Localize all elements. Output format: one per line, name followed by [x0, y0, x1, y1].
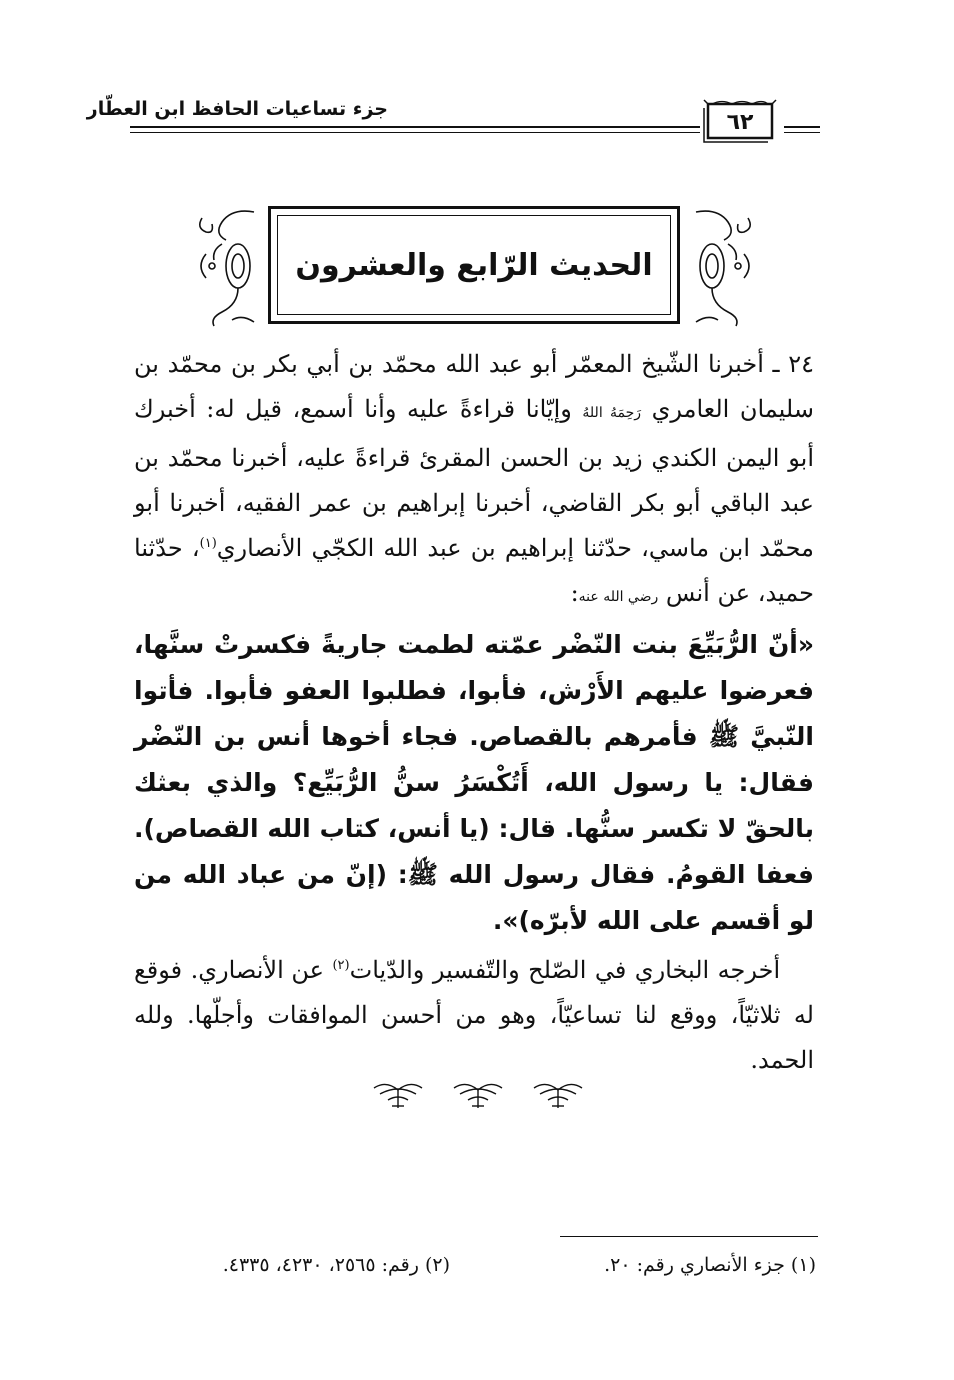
running-title: جزء تساعيات الحافظ ابن العطّار: [86, 98, 388, 120]
isnad-paragraph: [134, 342, 814, 620]
floral-ornament-left-icon: [192, 204, 262, 328]
footnote-marker-1[interactable]: (١): [199, 536, 217, 551]
salawat-1: ﷺ: [708, 722, 740, 751]
header-rule-right: [784, 126, 820, 133]
hadith-part-3: : (إنّ من عباد الله من لو أقسم على الله لأبرّه)».: [134, 860, 814, 935]
isnad-end: ، حدّثنا حميد، عن أنس: [134, 534, 814, 607]
main-text: [134, 342, 814, 1083]
honorific-text: رَحِمَهُ اللهُ: [582, 405, 642, 421]
section-title-inner: [277, 215, 671, 315]
hadith-part-1: «أنّ الرُّبَيِّعَ بنت النّضْر عمّته لطمت جاريةً فكسرتْ سنَّها، فعرضوا عليهم الأَرْش، فأبوا، فطلبوا العفو فأبوا. فأتوا النّبيَّ: [134, 630, 814, 751]
header-rule: [130, 126, 700, 133]
hadith-part-2: فأمرهم بالقصاص. فجاء أخوها أنس بن النّضْر فقال: يا رسول الله، أَتُكْسَرُ سنُّ الرُّبَيِّع؟ والذي بعثك بالحقّ لا تكسر سنُّها. قال: (يا أنس، كتاب الله القصاص). فعفا القومُ. فقال رسول الله: [134, 722, 814, 889]
footnote-rule: [560, 1236, 818, 1237]
page-number: ٦٢: [726, 110, 754, 135]
section-title-frame: [268, 206, 680, 324]
isnad-colon: :: [570, 579, 579, 607]
takhrij-paragraph: [134, 948, 814, 1083]
isnad-text: ٢٤ ـ أخبرنا الشّيخ المعمّر أبو عبد الله محمّد بن أبي بكر بن محمّد بن سليمان العامري: [134, 350, 814, 423]
footnote-1: (١) جزء الأنصاري رقم: ٢٠.: [604, 1254, 816, 1276]
takhrij-part-2: عن الأنصاري. فوقع له ثلاثيّاً، ووقع لنا تساعيّاً، وهو من أحسن الموافقات وأجلّها. ولله الحمد.: [134, 956, 814, 1074]
floral-ornament-right-icon: [688, 204, 758, 328]
section-separator-icon: [370, 1076, 590, 1112]
takhrij-part-1: أخرجه البخاري في الصّلح والتّفسير والدّيات: [349, 956, 781, 984]
anas-honorific: رضي الله عنه: [578, 589, 659, 605]
page-header: [86, 88, 820, 148]
page-number-badge: [702, 98, 778, 144]
footnote-marker-2[interactable]: (٢): [332, 958, 350, 973]
hadith-matn: [134, 622, 814, 944]
section-title: الحديث الرّابع والعشرون: [295, 247, 653, 283]
isnad-continuation: وإيّانا قراءةً عليه وأنا أسمع، قيل له: أخبرك أبو اليمن الكندي زيد بن الحسن المقرئ قراءةً عليه، أخبرنا محمّد بن عبد الباقي أبو بكر القاضي، أخبرنا إبراهيم بن عمر الفقيه، أخبرنا أبو محمّد ابن ماسي، حدّثنا إبراهيم بن عبد الله الكجّي الأنصاري: [134, 395, 815, 562]
salawat-2: ﷺ: [407, 860, 438, 889]
footnote-2: (٢) رقم: ٢٥٦٥، ٤٢٣٠، ٤٣٣٥.: [222, 1254, 450, 1276]
